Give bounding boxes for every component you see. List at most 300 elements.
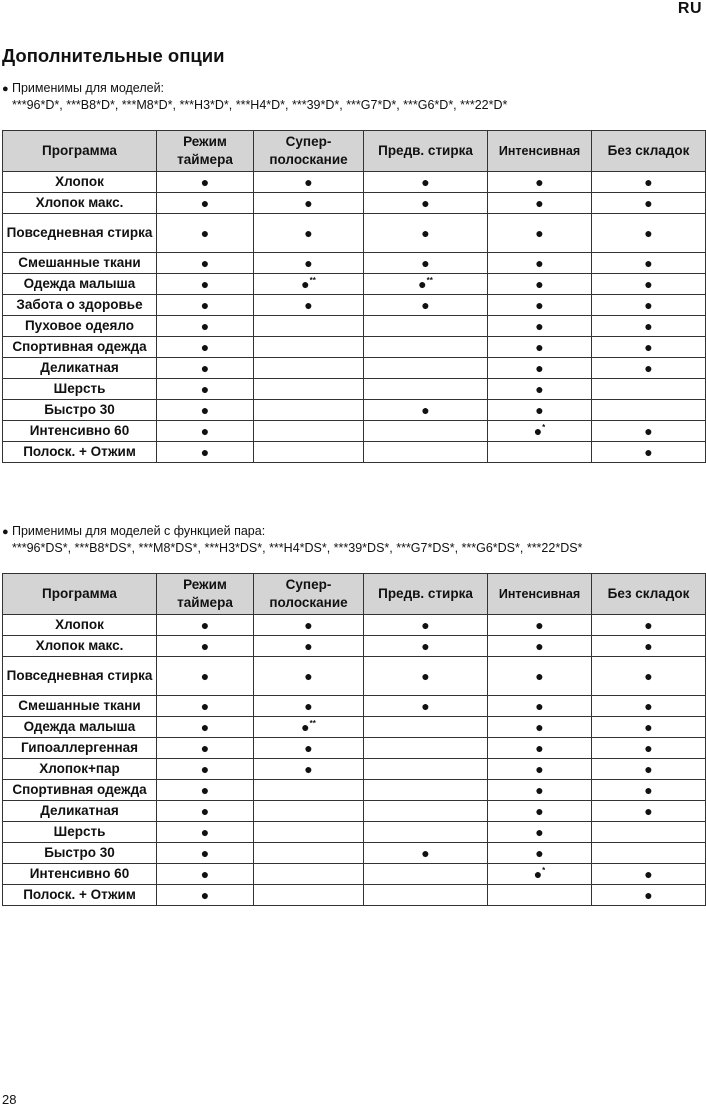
availability-dot: ● (644, 444, 653, 460)
availability-dot: ● (200, 740, 210, 756)
option-cell (157, 274, 254, 295)
availability-dot: ● (535, 276, 544, 292)
models-note-1 (2, 80, 507, 113)
availability-dot: ● (535, 803, 544, 819)
option-cell (364, 295, 488, 316)
option-cell (254, 193, 364, 214)
column-header: Супер-полоскание (254, 574, 364, 615)
program-name: Интенсивно 60 (3, 421, 157, 442)
program-name: Смешанные ткани (3, 253, 157, 274)
availability-dot: ● (200, 276, 210, 292)
option-cell (592, 193, 706, 214)
option-cell (254, 636, 364, 657)
availability-dot: ● (535, 824, 544, 840)
option-cell (157, 214, 254, 253)
table-row (3, 738, 706, 759)
option-cell (157, 172, 254, 193)
option-cell (592, 442, 706, 463)
table-row (3, 780, 706, 801)
option-cell (364, 801, 488, 822)
program-name: Хлопок (3, 172, 157, 193)
option-cell (364, 442, 488, 463)
models-note-2 (2, 523, 582, 556)
availability-dot: ● (644, 174, 653, 190)
option-cell (364, 193, 488, 214)
option-cell (488, 717, 592, 738)
option-cell (364, 379, 488, 400)
footnote-mark: ** (426, 276, 433, 285)
availability-dot: ● (535, 698, 544, 714)
availability-dot: ● (200, 225, 210, 241)
option-cell (364, 696, 488, 717)
option-cell (592, 400, 706, 421)
option-cell (364, 214, 488, 253)
table-row (3, 400, 706, 421)
option-cell (254, 442, 364, 463)
option-cell (157, 801, 254, 822)
option-cell (488, 274, 592, 295)
option-cell (488, 780, 592, 801)
footnote-mark: * (542, 866, 546, 875)
availability-dot: ● (421, 668, 430, 684)
option-cell (364, 337, 488, 358)
options-table-2 (2, 573, 706, 906)
option-cell (254, 822, 364, 843)
option-cell (592, 253, 706, 274)
program-name: Шерсть (3, 379, 157, 400)
program-name: Смешанные ткани (3, 696, 157, 717)
availability-dot: ● (418, 276, 427, 292)
option-cell (254, 657, 364, 696)
bullet-icon: ● (2, 526, 9, 538)
options-table-1 (2, 130, 706, 463)
availability-dot: ● (200, 866, 210, 882)
availability-dot: ● (421, 225, 430, 241)
availability-dot: ● (301, 276, 310, 292)
availability-dot: ● (421, 174, 430, 190)
option-cell (592, 759, 706, 780)
availability-dot: ● (535, 719, 544, 735)
option-cell (364, 358, 488, 379)
availability-dot: ● (200, 297, 210, 313)
option-cell (157, 780, 254, 801)
option-cell (488, 864, 592, 885)
option-cell (488, 442, 592, 463)
option-cell (592, 295, 706, 316)
table-row (3, 759, 706, 780)
option-cell (364, 657, 488, 696)
availability-dot: ● (644, 297, 653, 313)
option-cell (488, 636, 592, 657)
option-cell (157, 316, 254, 337)
option-cell (592, 615, 706, 636)
option-cell (157, 885, 254, 906)
availability-dot: ● (304, 698, 313, 714)
option-cell (254, 801, 364, 822)
availability-dot: ● (535, 339, 544, 355)
option-cell (254, 738, 364, 759)
availability-dot: ● (535, 668, 544, 684)
availability-dot: ● (535, 740, 544, 756)
option-cell (254, 400, 364, 421)
option-cell (488, 657, 592, 696)
availability-dot: ● (535, 225, 544, 241)
option-cell (157, 193, 254, 214)
program-name: Забота о здоровье (3, 295, 157, 316)
program-name: Повседневная стирка (3, 657, 157, 696)
option-cell (364, 636, 488, 657)
option-cell (157, 636, 254, 657)
program-name: Быстро 30 (3, 843, 157, 864)
availability-dot: ● (644, 225, 653, 241)
program-name: Гипоаллергенная (3, 738, 157, 759)
column-header: Без складок (592, 574, 706, 615)
option-cell (592, 421, 706, 442)
option-cell (364, 615, 488, 636)
option-cell (488, 193, 592, 214)
option-cell (488, 400, 592, 421)
availability-dot: ● (535, 782, 544, 798)
availability-dot: ● (644, 782, 653, 798)
table-row (3, 193, 706, 214)
availability-dot: ● (304, 174, 313, 190)
option-cell (488, 738, 592, 759)
option-cell (364, 822, 488, 843)
availability-dot: ● (644, 761, 653, 777)
option-cell (488, 801, 592, 822)
option-cell (157, 295, 254, 316)
program-name: Хлопок макс. (3, 193, 157, 214)
option-cell (254, 615, 364, 636)
option-cell (157, 759, 254, 780)
availability-dot: ● (644, 719, 653, 735)
table-row (3, 358, 706, 379)
table-row (3, 421, 706, 442)
option-cell (157, 358, 254, 379)
program-name: Полоск. + Отжим (3, 442, 157, 463)
table-row (3, 717, 706, 738)
availability-dot: ● (304, 638, 313, 654)
option-cell (254, 864, 364, 885)
table-row (3, 295, 706, 316)
table-row (3, 442, 706, 463)
table-row (3, 801, 706, 822)
program-name: Полоск. + Отжим (3, 885, 157, 906)
availability-dot: ● (421, 402, 430, 418)
option-cell (254, 337, 364, 358)
page-number: 28 (2, 1092, 17, 1107)
program-name: Спортивная одежда (3, 337, 157, 358)
table-row (3, 214, 706, 253)
availability-dot: ● (200, 782, 210, 798)
availability-dot: ● (644, 698, 653, 714)
availability-dot: ● (535, 297, 544, 313)
availability-dot: ● (304, 297, 313, 313)
option-cell (254, 295, 364, 316)
availability-dot: ● (644, 638, 653, 654)
availability-dot: ● (421, 255, 430, 271)
program-name: Спортивная одежда (3, 780, 157, 801)
option-cell (254, 780, 364, 801)
column-header: Программа (3, 131, 157, 172)
availability-dot: ● (644, 423, 653, 439)
option-cell (157, 253, 254, 274)
option-cell (157, 379, 254, 400)
option-cell (364, 780, 488, 801)
program-name: Хлопок (3, 615, 157, 636)
column-header: Предв. стирка (364, 574, 488, 615)
availability-dot: ● (200, 845, 210, 861)
option-cell (592, 738, 706, 759)
option-cell (157, 822, 254, 843)
availability-dot: ● (200, 402, 210, 418)
availability-dot: ● (200, 360, 210, 376)
program-name: Деликатная (3, 801, 157, 822)
availability-dot: ● (304, 225, 313, 241)
table-row (3, 337, 706, 358)
option-cell (488, 843, 592, 864)
option-cell (592, 214, 706, 253)
table-row (3, 379, 706, 400)
option-cell (592, 843, 706, 864)
option-cell (157, 337, 254, 358)
availability-dot: ● (535, 761, 544, 777)
availability-dot: ● (304, 740, 313, 756)
option-cell (254, 316, 364, 337)
option-cell (592, 379, 706, 400)
model-list: ***96*DS*, ***B8*DS*, ***M8*DS*, ***H3*DS*, ***H4*DS*, ***39*DS*, ***G7*DS*, ***G6*DS*, ***22*DS* (12, 541, 583, 555)
option-cell (254, 717, 364, 738)
availability-dot: ● (644, 276, 653, 292)
option-cell (488, 696, 592, 717)
option-cell (364, 885, 488, 906)
column-header: Интенсивная (488, 574, 592, 615)
option-cell (157, 717, 254, 738)
option-cell (157, 442, 254, 463)
option-cell (364, 717, 488, 738)
header-row (3, 574, 706, 615)
availability-dot: ● (200, 255, 210, 271)
model-list: ***96*D*, ***B8*D*, ***M8*D*, ***H3*D*, ***H4*D*, ***39*D*, ***G7*D*, ***G6*D*, ***22*D* (12, 98, 508, 112)
option-cell (157, 657, 254, 696)
option-cell (254, 421, 364, 442)
column-header: Программа (3, 574, 157, 615)
availability-dot: ● (200, 423, 210, 439)
footnote-mark: ** (309, 719, 316, 728)
program-name: Одежда малыша (3, 717, 157, 738)
column-header: Режим таймера (157, 574, 254, 615)
option-cell (592, 780, 706, 801)
program-name: Хлопок+пар (3, 759, 157, 780)
option-cell (157, 864, 254, 885)
column-header: Режим таймера (157, 131, 254, 172)
availability-dot: ● (535, 617, 544, 633)
option-cell (488, 421, 592, 442)
availability-dot: ● (304, 668, 313, 684)
availability-dot: ● (535, 638, 544, 654)
availability-dot: ● (200, 339, 210, 355)
option-cell (592, 822, 706, 843)
option-cell (157, 738, 254, 759)
column-header: Без складок (592, 131, 706, 172)
table-row (3, 274, 706, 295)
program-name: Быстро 30 (3, 400, 157, 421)
availability-dot: ● (200, 638, 210, 654)
option-cell (488, 214, 592, 253)
option-cell (157, 615, 254, 636)
program-name: Деликатная (3, 358, 157, 379)
table-row (3, 316, 706, 337)
availability-dot: ● (200, 668, 210, 684)
availability-dot: ● (533, 423, 543, 439)
option-cell (488, 172, 592, 193)
availability-dot: ● (644, 255, 653, 271)
availability-dot: ● (200, 195, 210, 211)
program-name: Повседневная стирка (3, 214, 157, 253)
availability-dot: ● (535, 255, 544, 271)
option-cell (488, 358, 592, 379)
program-name: Интенсивно 60 (3, 864, 157, 885)
option-cell (592, 696, 706, 717)
availability-dot: ● (644, 360, 653, 376)
bullet-icon: ● (2, 83, 9, 95)
availability-dot: ● (421, 845, 430, 861)
option-cell (592, 801, 706, 822)
availability-dot: ● (421, 638, 430, 654)
availability-dot: ● (535, 318, 544, 334)
option-cell (254, 843, 364, 864)
option-cell (592, 337, 706, 358)
availability-dot: ● (200, 617, 210, 633)
option-cell (488, 759, 592, 780)
availability-dot: ● (644, 318, 653, 334)
availability-dot: ● (200, 698, 210, 714)
availability-dot: ● (535, 845, 544, 861)
note-text: Применимы для моделей: (12, 81, 165, 95)
option-cell (488, 822, 592, 843)
option-cell (364, 843, 488, 864)
option-cell (592, 274, 706, 295)
option-cell (488, 337, 592, 358)
option-cell (364, 253, 488, 274)
option-cell (364, 274, 488, 295)
footnote-mark: * (542, 423, 546, 432)
table-row (3, 615, 706, 636)
program-name: Хлопок макс. (3, 636, 157, 657)
table-row (3, 172, 706, 193)
footnote-mark: ** (309, 276, 316, 285)
option-cell (592, 358, 706, 379)
option-cell (254, 214, 364, 253)
availability-dot: ● (535, 381, 544, 397)
availability-dot: ● (535, 360, 544, 376)
option-cell (254, 696, 364, 717)
language-code: RU (677, 0, 702, 17)
availability-dot: ● (200, 444, 210, 460)
option-cell (157, 421, 254, 442)
availability-dot: ● (644, 866, 653, 882)
column-header: Супер-полоскание (254, 131, 364, 172)
option-cell (592, 172, 706, 193)
availability-dot: ● (644, 617, 653, 633)
option-cell (157, 843, 254, 864)
option-cell (254, 379, 364, 400)
availability-dot: ● (200, 824, 210, 840)
option-cell (592, 636, 706, 657)
option-cell (364, 316, 488, 337)
option-cell (254, 358, 364, 379)
option-cell (254, 253, 364, 274)
option-cell (254, 885, 364, 906)
option-cell (364, 759, 488, 780)
availability-dot: ● (421, 698, 430, 714)
option-cell (592, 316, 706, 337)
column-header: Интенсивная (488, 131, 592, 172)
program-name: Пуховое одеяло (3, 316, 157, 337)
availability-dot: ● (644, 887, 653, 903)
availability-dot: ● (301, 719, 310, 735)
option-cell (488, 295, 592, 316)
option-cell (157, 400, 254, 421)
program-name: Одежда малыша (3, 274, 157, 295)
table-row (3, 696, 706, 717)
availability-dot: ● (304, 255, 313, 271)
availability-dot: ● (200, 803, 210, 819)
table-row (3, 657, 706, 696)
availability-dot: ● (644, 339, 653, 355)
availability-dot: ● (200, 761, 210, 777)
table-row (3, 864, 706, 885)
availability-dot: ● (304, 761, 313, 777)
availability-dot: ● (421, 297, 430, 313)
option-cell (364, 864, 488, 885)
option-cell (488, 615, 592, 636)
availability-dot: ● (304, 617, 313, 633)
availability-dot: ● (533, 866, 543, 882)
availability-dot: ● (200, 381, 210, 397)
option-cell (488, 316, 592, 337)
header-row (3, 131, 706, 172)
table-row (3, 885, 706, 906)
table-row (3, 253, 706, 274)
availability-dot: ● (644, 195, 653, 211)
option-cell (592, 657, 706, 696)
availability-dot: ● (200, 174, 210, 190)
availability-dot: ● (200, 719, 210, 735)
availability-dot: ● (535, 195, 544, 211)
option-cell (157, 696, 254, 717)
option-cell (364, 738, 488, 759)
option-cell (364, 172, 488, 193)
availability-dot: ● (421, 195, 430, 211)
option-cell (592, 717, 706, 738)
page-title: Дополнительные опции (2, 45, 225, 66)
availability-dot: ● (304, 195, 313, 211)
column-header: Предв. стирка (364, 131, 488, 172)
option-cell (488, 885, 592, 906)
option-cell (254, 759, 364, 780)
option-cell (254, 172, 364, 193)
availability-dot: ● (535, 402, 544, 418)
availability-dot: ● (644, 668, 653, 684)
program-name: Шерсть (3, 822, 157, 843)
availability-dot: ● (200, 887, 210, 903)
availability-dot: ● (200, 318, 210, 334)
availability-dot: ● (535, 174, 544, 190)
availability-dot: ● (644, 803, 653, 819)
note-text: Применимы для моделей с функцией пара: (12, 524, 266, 538)
option-cell (592, 864, 706, 885)
